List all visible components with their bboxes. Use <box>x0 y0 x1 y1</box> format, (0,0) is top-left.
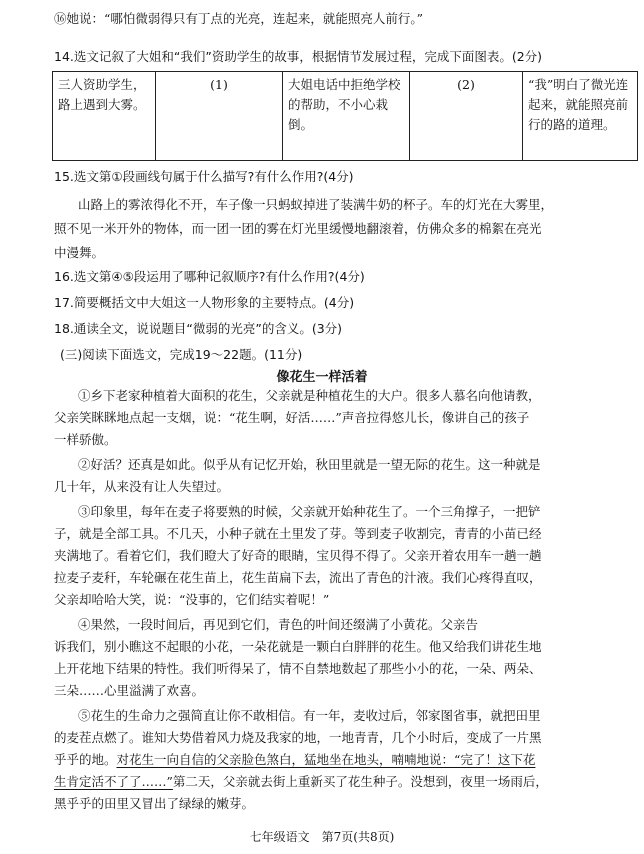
essay-p3-line-5: 父亲却哈哈大笑，说：“没事的，它们结实着呢！” <box>54 592 330 607</box>
underlined-sentence-end: 生肯定活不了了……” <box>54 774 173 789</box>
essay-p2-line-1: ②好活？还真是如此。似乎从有记忆开始，秋田里就是一望无际的花生。这一种就是 <box>78 457 541 472</box>
paragraph-16: ⑯她说：“哪怕微弱得只有丁点的光亮，连起来，就能照亮人前行。” <box>54 11 424 26</box>
flow-cell-1: 三人资助学生，路上遇到大雾。 <box>53 72 156 161</box>
page-footer: 七年级语文 第7页(共8页) <box>249 830 395 844</box>
flow-cell-3: 大姐电话中拒绝学校的帮助，不小心栽倒。 <box>283 72 410 161</box>
q15-quote-line-3: 中漫舞。 <box>54 245 105 260</box>
essay-p5-line-5: 黑乎乎的田里又冒出了绿绿的嫩芽。 <box>54 796 255 811</box>
essay-p3-line-2: 子，就是全部工具。不几天，小种子就在土里发了芽。等到麦子收割完，青青的小苗已经 <box>54 526 542 541</box>
q15-quote-line-2: 照不见一米开外的物体，而一团一团的雾在灯光里缓慢地翻滚着，仿佛众多的棉絮在亮光 <box>54 221 542 236</box>
plot-flow-table <box>52 71 638 161</box>
essay-p2-line-2: 几十年，从来没有让人失望过。 <box>54 479 230 494</box>
essay-p3-line-1: ③印象里，每年在麦子将要熟的时候，父亲就开始种花生了。一个三角撑子，一把铲 <box>78 504 541 519</box>
flow-cell-5: “我”明白了微光连起来，就能照亮前行的路的道理。 <box>523 72 638 161</box>
essay-p4-line-2: 诉我们，别小瞧这不起眼的小花，一朵花就是一颗白白胖胖的花生。他又给我们讲花生地 <box>54 639 542 654</box>
flow-cell-4-blank[interactable]: (2) <box>410 72 523 161</box>
essay-p3-line-4: 拉麦子麦秆，车轮碾在花生苗上，花生苗扁下去，流出了青色的汁液。我们心疼得直叹， <box>54 570 542 585</box>
essay-p5-line-1: ⑤花生的生命力之强简直让你不敢相信。有一年，麦收过后，邻家图省事，就把田里 <box>78 708 541 723</box>
question-18: 18.通读全文，说说题目“微弱的光亮”的含义。(3分) <box>54 321 343 336</box>
q15-quote-line-1: 山路上的雾浓得化不开，车子像一只蚂蚁掉进了装满牛奶的杯子。车的灯光在大雾里， <box>78 197 554 212</box>
underlined-sentence: 对花生一向自信的父亲脸色煞白，猛地坐在地头，喃喃地说：“完了！这下花 <box>116 752 536 767</box>
essay-p4-line-1: ④果然，一段时间后，再见到它们，青色的叶间还缀满了小黄花。父亲告 <box>78 617 479 632</box>
essay-title: 像花生一样活着 <box>276 370 368 385</box>
essay-p3-line-3: 夹满地了。看着它们，我们瞪大了好奇的眼睛，宝贝得不得了。父亲开着农用车一趟一趟 <box>54 548 542 563</box>
section-3-heading: (三)阅读下面选文，完成19～22题。(11分) <box>60 347 303 362</box>
essay-p5-line-2: 的麦茬点燃了。谁知大势借着风力烧及我家的地，一地青青，几个小时后，变成了一片黑 <box>54 730 542 745</box>
essay-p5-line-4-plain: 第二天，父亲就去街上重新买了花生种子。没想到，夜里一场雨后， <box>172 774 548 789</box>
essay-p1-line-1: ①乡下老家种植着大面积的花生，父亲就是种植花生的大户。很多人慕名向他请教， <box>78 388 541 403</box>
question-14: 14.选文记叙了大姐和“我们”资助学生的故事，根据情节发展过程，完成下面图表。(2分) <box>54 49 543 64</box>
flow-cell-2-blank[interactable]: (1) <box>156 72 283 161</box>
essay-p1-line-3: 一样骄傲。 <box>54 432 117 447</box>
essay-p1-line-2: 父亲笑眯眯地点起一支烟，说：“花生啊，好活……”声音拉得悠儿长，像讲自己的孩子 <box>54 410 530 425</box>
essay-p5-line-4 <box>54 773 626 791</box>
question-17: 17.简要概括文中大姐这一人物形象的主要特点。(4分) <box>54 295 355 310</box>
essay-p5-line-3-plain: 乎乎的地。 <box>54 752 117 767</box>
essay-p4-line-3: 上开花地下结果的特性。我们听得呆了，情不自禁地数起了那些小小的花，一朵、两朵、 <box>54 661 542 676</box>
essay-p5-line-3 <box>54 751 626 769</box>
question-16: 16.选文第④⑤段运用了哪种记叙顺序?有什么作用?(4分) <box>54 269 365 284</box>
question-15: 15.选文第①段画线句属于什么描写?有什么作用?(4分) <box>54 169 354 184</box>
essay-p4-line-4: 三朵……心里溢满了欢喜。 <box>54 683 205 698</box>
